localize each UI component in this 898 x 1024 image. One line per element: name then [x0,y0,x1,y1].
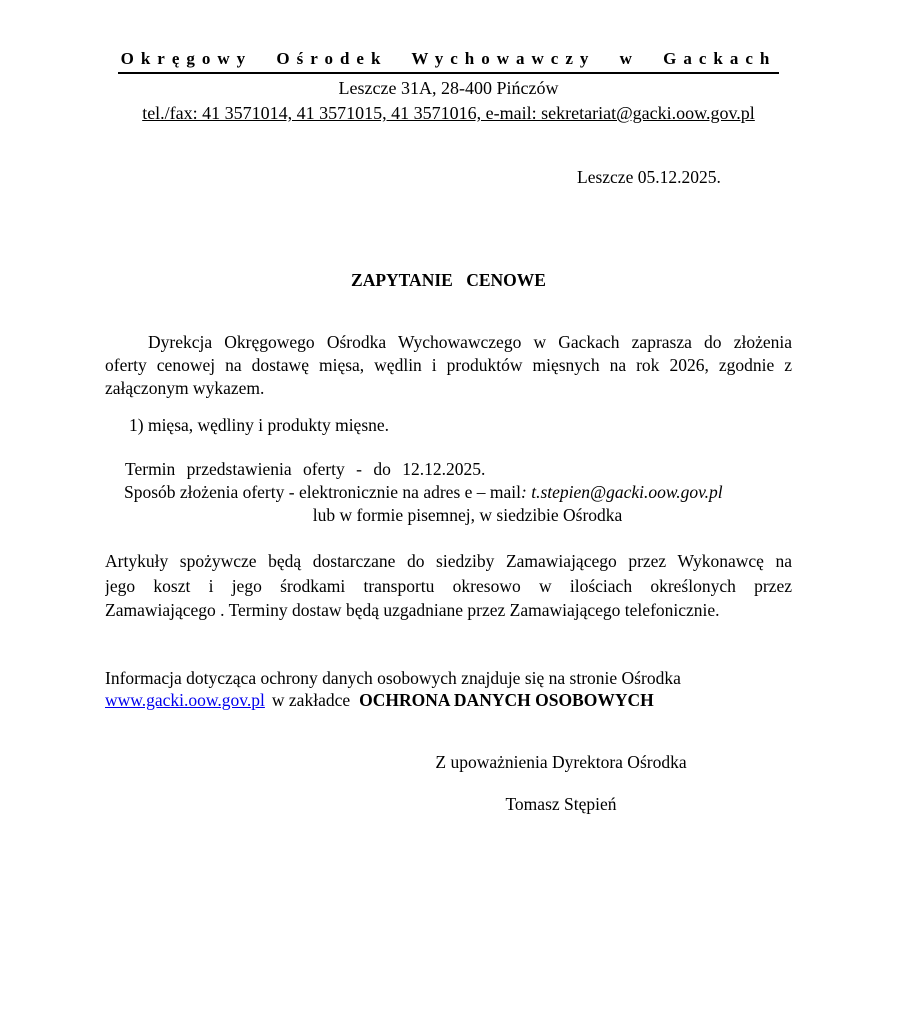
organization-contact: tel./fax: 41 3571014, 41 3571015, 41 3571016, e-mail: sekretariat@gacki.oow.gov.pl [142,103,755,123]
privacy-line-1: Informacja dotycząca ochrony danych osobowych znajduje się na stronie Ośrodka [105,667,681,688]
organization-name: Okręgowy Ośrodek Wychowawczy w Gackach [118,48,780,74]
signature-block [105,751,792,815]
product-list-item: 1) mięsa, wędliny i produkty mięsne. [129,415,390,435]
document-title: ZAPYTANIE CENOWE [351,270,546,290]
privacy-notice [105,667,792,711]
intro-paragraph [105,331,792,400]
intro-line-3: załączonym wykazem. [105,378,265,398]
privacy-tab-name: OCHRONA DANYCH OSOBOWYCH [359,689,654,710]
offer-submission-line [105,481,792,504]
delivery-paragraph [105,549,792,623]
signature-authority-line: Z upoważnienia Dyrektora Ośrodka [435,751,687,772]
intro-line-2: oferty cenowej na dostawę mięsa, wędlin i produktów mięsnych na rok 2026, zgodnie z [105,355,792,375]
intro-line-1: Dyrekcja Okręgowego Ośrodka Wychowawczego w Gackach zaprasza do złożenia [148,332,792,352]
place-and-date: Leszcze 05.12.2025. [577,167,721,187]
privacy-line-2 [105,689,792,711]
delivery-line-2: jego koszt i jego środkami transportu okresowo w ilościach określonych przez [105,575,792,596]
letterhead [105,48,792,124]
offer-submission-alternative: lub w formie pisemnej, w siedzibie Ośrodka [312,505,623,525]
website-link[interactable]: www.gacki.oow.gov.pl [105,689,265,710]
offer-terms [105,458,792,527]
delivery-line-3: Zamawiającego . Terminy dostaw będą uzgadniane przez Zamawiającego telefonicznie. [105,600,720,620]
submission-label: Sposób złożenia oferty - elektronicznie na adres e – mail [124,482,521,502]
offer-deadline-line: Termin przedstawienia oferty - do 12.12.2025. [125,459,486,479]
signatory-name: Tomasz Stępień [505,793,617,814]
organization-address: Leszcze 31A, 28-400 Pińczów [338,78,559,98]
privacy-middle-text: w zakładce [271,689,351,710]
submission-email-address: : t.stepien@gacki.oow.gov.pl [521,482,723,502]
delivery-line-1: Artykuły spożywcze będą dostarczane do siedziby Zamawiającego przez Wykonawcę na [105,551,792,571]
